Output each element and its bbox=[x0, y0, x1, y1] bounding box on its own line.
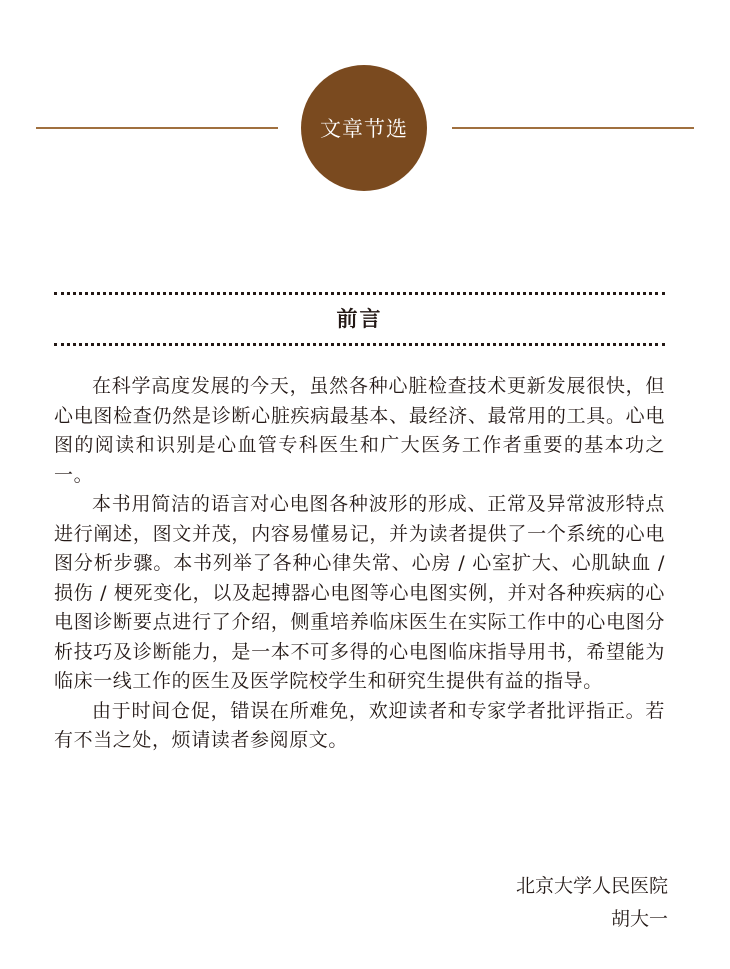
preface-body bbox=[54, 372, 665, 756]
dotted-divider-top bbox=[54, 292, 665, 295]
signature-organization: 北京大学人民医院 bbox=[515, 875, 668, 897]
paragraph: 在科学高度发展的今天，虽然各种心脏检查技术更新发展很快，但心电图检查仍然是诊断心脏疾病最基本、最经济、最常用的工具。心电图的阅读和识别是心血管专科医生和广大医务工作者重要的基本功之一。 bbox=[54, 375, 665, 486]
paragraph: 由于时间仓促，错误在所难免，欢迎读者和专家学者批评指正。若有不当之处，烦请读者参阅原文。 bbox=[54, 699, 665, 751]
section-title: 前言 bbox=[336, 307, 383, 331]
header-rule-left bbox=[36, 127, 278, 129]
signature-author: 胡大一 bbox=[610, 908, 668, 930]
paragraph: 本书用简洁的语言对心电图各种波形的形成、正常及异常波形特点进行阐述，图文并茂，内容易懂易记，并为读者提供了一个系统的心电图分析步骤。本书列举了各种心律失常、心房 / 心室扩大、心肌缺血 / 损伤 / 梗死变化，以及起搏器心电图等心电图实例，并对各种疾病的心电图诊断要点进行了介绍，侧重培养临床医生在实际工作中的心电图分析技巧及诊断能力，是一本不可多得的心电图临床指导用书，希望能为临床一线工作的医生及医学院校学生和研究生提供有益的指导。 bbox=[54, 493, 665, 692]
header-rule-right bbox=[452, 127, 694, 129]
section-badge bbox=[301, 65, 427, 191]
badge-label: 文章节选 bbox=[320, 117, 408, 141]
dotted-divider-bottom bbox=[54, 343, 665, 346]
